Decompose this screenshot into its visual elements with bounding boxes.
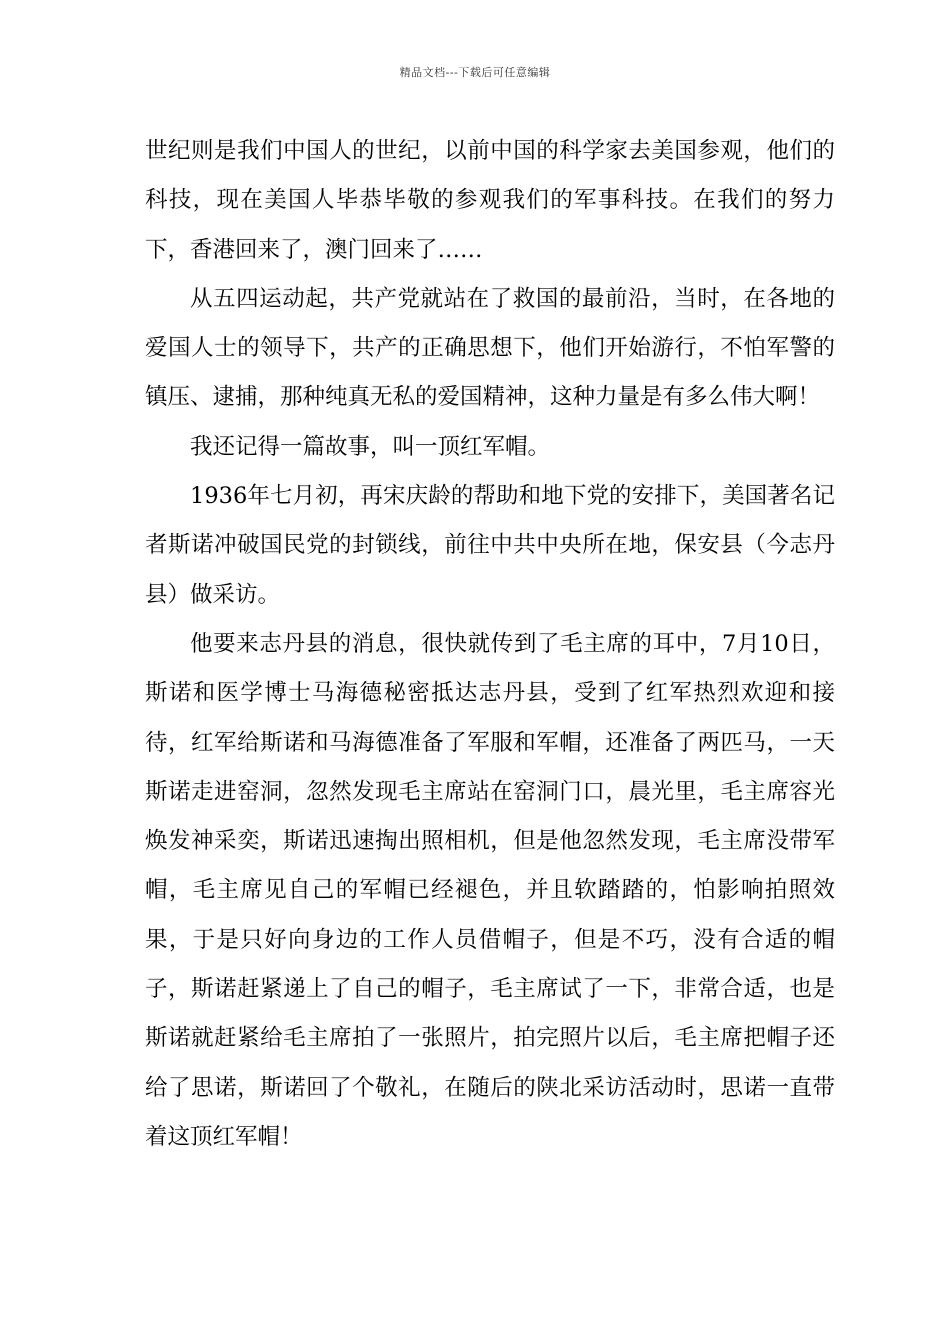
paragraph: 他要来志丹县的消息，很快就传到了毛主席的耳中，7月10日，斯诺和医学博士马海德秘密抵达志丹县，受到了红军热烈欢迎和接待，红军给斯诺和马海德准备了军服和军帽，还准备了两匹马，一天斯诺走进窑洞，忽然发现毛主席站在窑洞门口，晨光里，毛主席容光焕发神采奕，斯诺迅速掏出照相机，但是他忽然发现，毛主席没带军帽，毛主席见自己的军帽已经褪色，并且软踏踏的，怕影响拍照效果，于是只好向身边的工作人员借帽子，但是不巧，没有合适的帽子，斯诺赶紧递上了自己的帽子，毛主席试了一下，非常合适，也是斯诺就赶紧给毛主席拍了一张照片，拍完照片以后，毛主席把帽子还给了思诺，斯诺回了个敬礼，在随后的陕北采访活动时，思诺一直带着这顶红军帽！	[145, 630, 835, 1150]
paragraph: 从五四运动起，共产党就站在了救国的最前沿，当时，在各地的爱国人士的领导下，共产的正确思想下，他们开始游行，不怕军警的镇压、逮捕，那种纯真无私的爱国精神，这种力量是有多么伟大啊！	[145, 285, 835, 411]
page-header: 精品文档---下载后可任意编辑	[399, 66, 551, 79]
paragraph: 我还记得一篇故事，叫一顶红军帽。	[190, 433, 551, 460]
document-body	[145, 127, 835, 1162]
paragraph: 世纪则是我们中国人的世纪，以前中国的科学家去美国参观，他们的科技，现在美国人毕恭毕敬的参观我们的军事科技。在我们的努力下，香港回来了，澳门回来了……	[145, 138, 835, 263]
paragraph: 1936年七月初，再宋庆龄的帮助和地下党的安排下，美国著名记者斯诺冲破国民党的封锁线，前往中共中央所在地，保安县（今志丹县）做采访。	[145, 483, 835, 608]
